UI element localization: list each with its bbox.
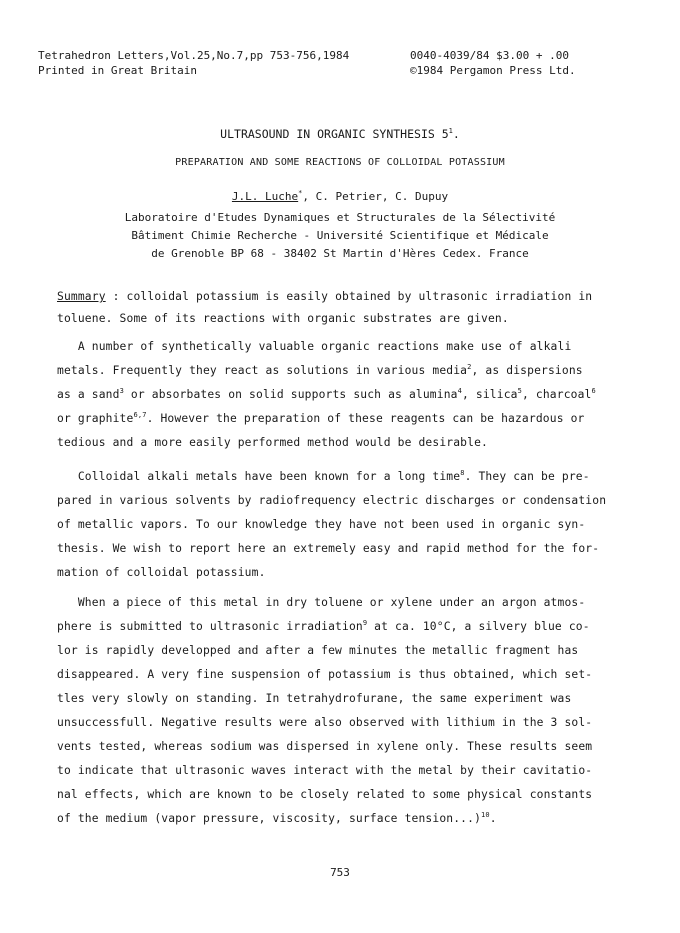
summary-label: Summary: [57, 290, 106, 303]
journal-citation: Tetrahedron Letters,Vol.25,No.7,pp 753-756,1984: [38, 49, 350, 62]
para3-line-4: disappeared. A very fine suspension of potassium is thus obtained, which set-: [57, 668, 593, 681]
ref-10: 10: [481, 811, 490, 819]
para3-line-5: tles very slowly on standing. In tetrahydrofurane, the same experiment was: [57, 692, 572, 705]
journal-header-right: [410, 48, 576, 78]
para3-line-6: unsuccessfull. Negative results were also observed with lithium in the 3 sol-: [57, 716, 593, 729]
ref-5: 5: [517, 387, 522, 395]
article-subtitle: PREPARATION AND SOME REACTIONS OF COLLOIDAL POTASSIUM: [175, 157, 505, 168]
summary-line-1: Summary : colloidal potassium is easily obtained by ultrasonic irradiation in: [57, 290, 593, 303]
para1-line-5: tedious and a more easily performed method would be desirable.: [57, 436, 488, 449]
para1-line-3: as a sand$^3$ or absorbates on solid supports such as alumina$^4$, silica$^5$, charcoal$^6$: [57, 387, 596, 401]
copyright: ©1984 Pergamon Press Ltd.: [410, 64, 576, 77]
printed-in: Printed in Great Britain: [38, 64, 197, 77]
para3-line-7: vents tested, whereas sodium was dispersed in xylene only. These results seem: [57, 740, 593, 753]
para3-line-10: of the medium (vapor pressure, viscosity, surface tension...)$^{10}$.: [57, 811, 497, 825]
ref-2: 2: [467, 363, 472, 371]
para1-line-1: A number of synthetically valuable organic reactions make use of alkali: [57, 340, 572, 353]
para2-line-1: Colloidal alkali metals have been known for a long time$^8$. They can be pre-: [57, 469, 590, 483]
ref-6: 6: [591, 387, 596, 395]
other-authors: , C. Petrier, C. Dupuy: [302, 190, 449, 203]
author-luche: J.L. Luche: [231, 190, 299, 203]
ref-3: 3: [119, 387, 124, 395]
para2-line-4: thesis. We wish to report here an extremely easy and rapid method for the for-: [57, 542, 600, 555]
para3-line-2: phere is submitted to ultrasonic irradiation$^9$ at ca. 10°C, a silvery blue co-: [57, 619, 590, 633]
para1-line-2: metals. Frequently they react as solutions in various media$^2$, as dispersions: [57, 363, 583, 377]
para2-line-3: of metallic vapors. To our knowledge they have not been used in organic syn-: [57, 518, 586, 531]
para2-line-5: mation of colloidal potassium.: [57, 566, 266, 579]
ref-4: 4: [457, 387, 462, 395]
para3-line-9: nal effects, which are known to be closely related to some physical constants: [57, 788, 593, 801]
ref-9: 9: [362, 619, 368, 627]
authors: [0, 190, 680, 203]
para3-line-1: When a piece of this metal in dry toluene or xylene under an argon atmos-: [57, 596, 586, 609]
summary-line-2: toluene. Some of its reactions with organic substrates are given.: [57, 312, 509, 325]
page-number: 753: [330, 866, 350, 879]
ref-8: 8: [460, 469, 465, 477]
para3-line-3: lor is rapidly developped and after a few minutes the metallic fragment has: [57, 644, 579, 657]
para1-line-4: or graphite$^{6,7}$. However the preparation of these reagents can be hazardous or: [57, 411, 585, 425]
corresponding-mark: *: [298, 189, 303, 197]
ref-6-7: 6,7: [133, 411, 147, 419]
affiliation-line-2: Bâtiment Chimie Recherche - Université Scientifique et Médicale: [131, 229, 549, 242]
article-title: ULTRASOUND IN ORGANIC SYNTHESIS $5^1$.: [220, 127, 460, 141]
title-reference: 1: [448, 127, 453, 135]
para2-line-2: pared in various solvents by radiofrequency electric discharges or condensation: [57, 494, 607, 507]
affiliation-line-3: de Grenoble BP 68 - 38402 St Martin d'Hères Cedex. France: [151, 247, 529, 260]
affiliation-line-1: Laboratoire d'Etudes Dynamiques et Structurales de la Sélectivité: [124, 211, 556, 224]
journal-header-left: [38, 48, 349, 78]
para3-line-8: to indicate that ultrasonic waves interact with the metal by their cavitatio-: [57, 764, 593, 777]
issn-price: 0040-4039/84 $3.00 + .00: [410, 49, 569, 62]
